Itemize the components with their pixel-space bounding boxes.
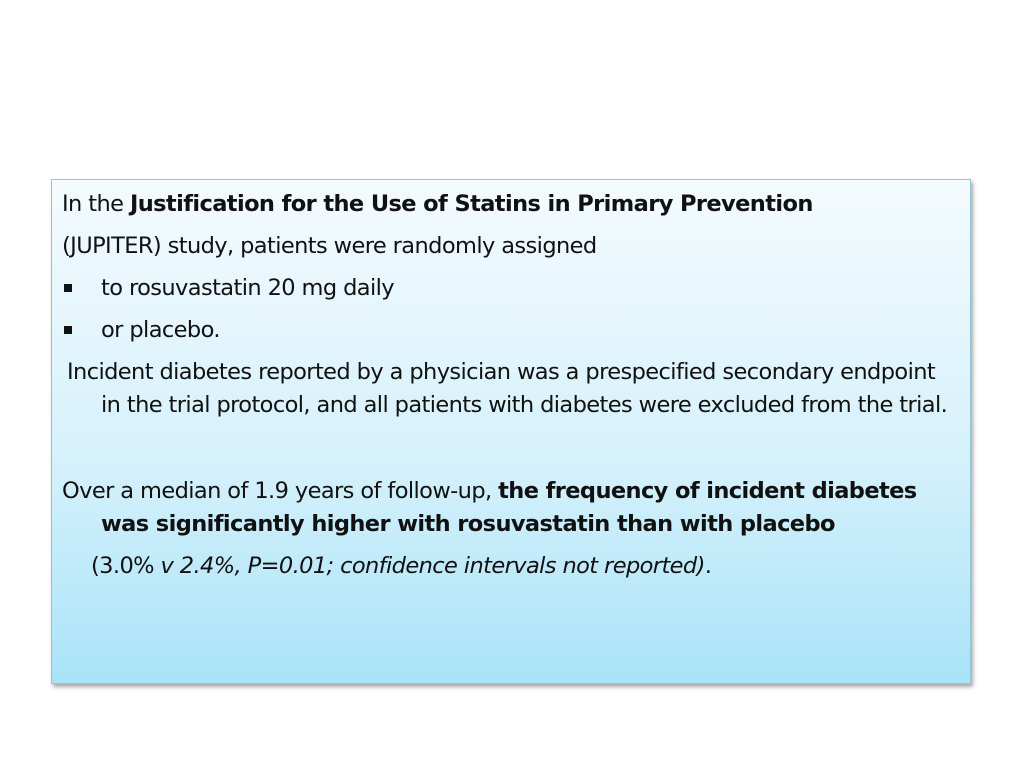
followup-prefix: Over a median of 1.9 years of follow-up, xyxy=(62,478,499,504)
stats-line xyxy=(62,550,958,583)
study-name: Justification for the Use of Statins in Primary Prevention xyxy=(129,191,813,217)
bullet-item-placebo xyxy=(62,314,958,347)
square-bullet-icon xyxy=(64,284,72,292)
stats-open: (3.0% xyxy=(91,553,161,579)
followup-paragraph xyxy=(62,475,958,541)
intro-prefix: In the xyxy=(62,191,130,217)
incident-paragraph: Incident diabetes reported by a physician was a prespecified secondary endpoint in the trial protocol, and all patients with diabetes were excluded from the trial. xyxy=(67,359,948,418)
paragraph-spacer xyxy=(62,422,958,475)
stats-detail: v 2.4%, P=0.01; confidence intervals not reported) xyxy=(160,553,705,579)
content-textbox xyxy=(51,179,971,684)
stats-close: . xyxy=(704,553,712,579)
bullet-text: or placebo. xyxy=(101,317,220,343)
bullet-item-rosuvastatin xyxy=(62,272,958,305)
intro-line-2: (JUPITER) study, patients were randomly assigned xyxy=(62,233,597,259)
intro-line-1 xyxy=(62,188,958,221)
followup-finding: the frequency of incident diabetes was significantly higher with rosuvastatin than with placebo xyxy=(101,478,917,537)
bullet-text: to rosuvastatin 20 mg daily xyxy=(101,275,394,301)
square-bullet-icon xyxy=(64,326,72,334)
